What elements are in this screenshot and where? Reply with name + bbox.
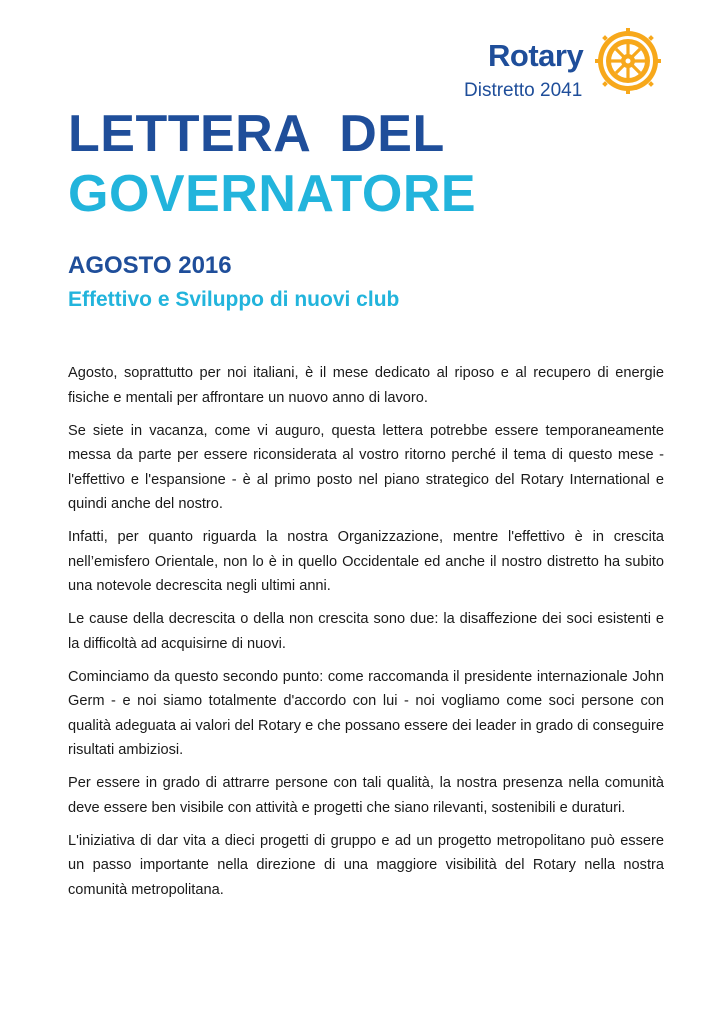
title-line-1: LETTERA DEL bbox=[68, 105, 445, 163]
rotary-logo bbox=[464, 28, 664, 108]
month-heading: AGOSTO 2016 bbox=[68, 252, 232, 279]
logo-wordmark: Rotary bbox=[488, 38, 584, 73]
paragraph: L'iniziativa di dar vita a dieci progetti di gruppo e ad un progetto metropolitano può essere un passo importante nella direzione di una maggiore visibilità del Rotary nella nostra comunità metropolitana. bbox=[68, 832, 664, 898]
paragraph: Infatti, per quanto riguarda la nostra Organizzazione, mentre l'effettivo è in crescita nell’emisfero Orientale, non lo è in quello Occidentale ed anche il nostro distretto ha subito una notevole decrescita negli ultimi anni. bbox=[68, 529, 664, 594]
paragraph: Cominciamo da questo secondo punto: come raccomanda il presidente internazionale John Germ - e noi siamo totalmente d'accordo con lui - noi vogliamo come soci persone con qualità adeguata ai valori del Rotary e che possano essere dei leader in grado di conseguire risultati ambiziosi. bbox=[68, 668, 664, 758]
paragraph: Per essere in grado di attrarre persone con tali qualità, la nostra presenza nella comunità deve essere ben visibile con attività e progetti che siano rilevanti, sostenibili e duraturi. bbox=[68, 775, 664, 816]
paragraph: Agosto, soprattutto per noi italiani, è il mese dedicato al riposo e al recupero di energie fisiche e mentali per affrontare un nuovo anno di lavoro. bbox=[68, 365, 664, 406]
title-line-2: GOVERNATORE bbox=[68, 165, 477, 223]
page-title bbox=[68, 104, 476, 224]
logo-district: Distretto 2041 bbox=[464, 80, 583, 101]
paragraph: Se siete in vacanza, come vi auguro, questa lettera potrebbe essere temporaneamente messa da parte per essere riconsiderata al vostro ritorno perché il tema di questo mese - l'effettivo e l'espansione - è al primo posto nel piano strategico del Rotary International e quindi anche del nostro. bbox=[68, 422, 664, 512]
paragraph: Le cause della decrescita o della non crescita sono due: la disaffezione dei soci esistenti e la difficoltà ad acquisirne di nuovi. bbox=[68, 611, 664, 652]
topic-subtitle: Effettivo e Sviluppo di nuovi club bbox=[68, 288, 400, 311]
rotary-wheel-icon bbox=[595, 28, 661, 94]
letter-body bbox=[68, 361, 664, 911]
